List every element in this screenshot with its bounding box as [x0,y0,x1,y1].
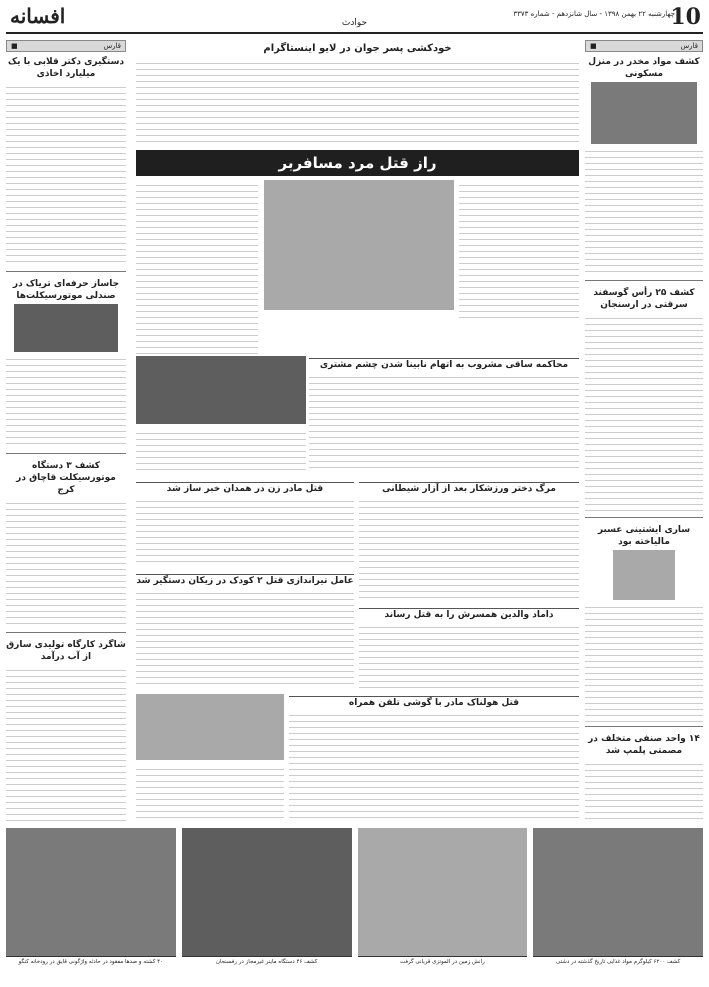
portrait-photo [613,550,675,600]
athlete-headline: مرگ دختر ورزشکار بعد از آزار شیطانی [359,482,579,495]
article-body [6,665,126,823]
phone-murder-headline: قتل هولناک مادر با گوشی تلفن همراه [289,696,579,709]
news-article [6,274,126,451]
article-body [136,428,306,472]
article-title: جاساز حرفه‌ای تریاک در صندلی موتورسیکلت‌ها [12,279,120,301]
article-body [585,602,703,722]
photo-caption: کشف ۴۶ دستگاه ماینر غیرمجاز در رفسنجان [182,956,352,967]
section-title: حوادث [341,18,368,28]
mother-in-law-headline: قتل مادر زن در همدان خبر ساز شد [136,482,354,495]
article-body [136,496,354,566]
photo-strip-item [6,828,176,976]
article-body [585,313,703,513]
article-body [309,372,579,472]
grieving-man-photo [136,694,284,760]
left-column-header [6,40,126,52]
photo-caption: کشف ۶۲۰۰ کیلوگرم مواد غذایی تاریخ گذشته در دشتی [533,956,703,967]
news-article [6,635,126,823]
page-number: 10 [670,4,701,30]
photo-caption: رانش زمین در الموتزی قربانی گرفت [358,956,528,967]
photo-strip-item [533,828,703,976]
news-agency-icon: ■ [590,42,597,50]
main-banner-headline: راز قتل مرد مسافربر [136,150,579,176]
motorcycle-photo [14,304,118,352]
article-body [585,146,703,276]
photo-caption: ۴۰ کشته و صدها مفقود در حادثه واژگونی قایق در رودخانه کنگو [6,956,176,967]
right-column [585,40,703,823]
news-article [585,283,703,515]
article-body [136,764,284,820]
article-body [136,588,354,688]
article-body [585,759,703,823]
children-headline: عامل تیراندازی قتل ۲ کودک در زیکان دستگیر شد [136,576,354,586]
article-title: شاگرد کارگاه تولیدی سارق از آب درآمد [6,640,126,662]
prisoner-photo [136,356,306,424]
drugs-photo [591,82,697,144]
left-column [6,40,126,823]
photo-strip [6,828,703,976]
news-article [585,52,703,278]
photo-strip-item [358,828,528,976]
column-header-label: قارس [103,42,121,50]
article-body [136,180,258,355]
news-agency-icon: ■ [11,42,18,50]
article-body [136,58,579,146]
expired-food-photo [533,828,703,956]
column-header-label: قارس [680,42,698,50]
article-body [6,498,126,628]
article-title: ساری ایشتینی عسبر مالیاخته بود [597,525,691,547]
article-body [6,354,126,449]
article-body [459,180,579,320]
article-body [359,496,579,601]
photo-strip-item [182,828,352,976]
article-body [289,710,579,820]
article-body [359,622,579,688]
news-article [6,456,126,630]
article-title: کشف ۳ دستگاه موتورسیکلت قاچاق در کرج [16,461,116,495]
right-column-header [585,40,703,52]
top-headline: خودکشی پسر جوان در لایو اینستاگرام [263,43,452,54]
news-article [585,520,703,724]
middle-section [136,40,579,823]
news-article [6,52,126,269]
article-title: ۱۴ واحد صنفی متخلف در مصمتی پلمپ شد [588,734,700,756]
date-line: چهارشنبه ۲۲ بهمن ۱۳۹۸ - سال شانزدهم - شماره ۳۳۷۳ [513,10,675,18]
article-title: کشف ۲۵ رأس گوسفند سرقتی در ارسنجان [593,288,695,310]
mining-devices-photo [182,828,352,956]
landslide-photo [358,828,528,956]
boat-accident-photo [6,828,176,956]
masthead [6,4,703,34]
court-headline: محاکمه ساقی مشروب به اتهام نابینا شدن چشم مشتری [309,358,579,371]
article-title: دستگیری دکتر قلابی با یک میلیارد اخاذی [7,57,125,79]
suspect-photo [264,180,454,310]
groom-headline: داماد والدین همسرش را به قتل رساند [359,608,579,621]
news-article [585,729,703,823]
article-body [6,82,126,267]
newspaper-logo: افسانه [10,4,66,28]
article-title: کشف مواد مخدر در منزل مسکونی [588,57,700,79]
